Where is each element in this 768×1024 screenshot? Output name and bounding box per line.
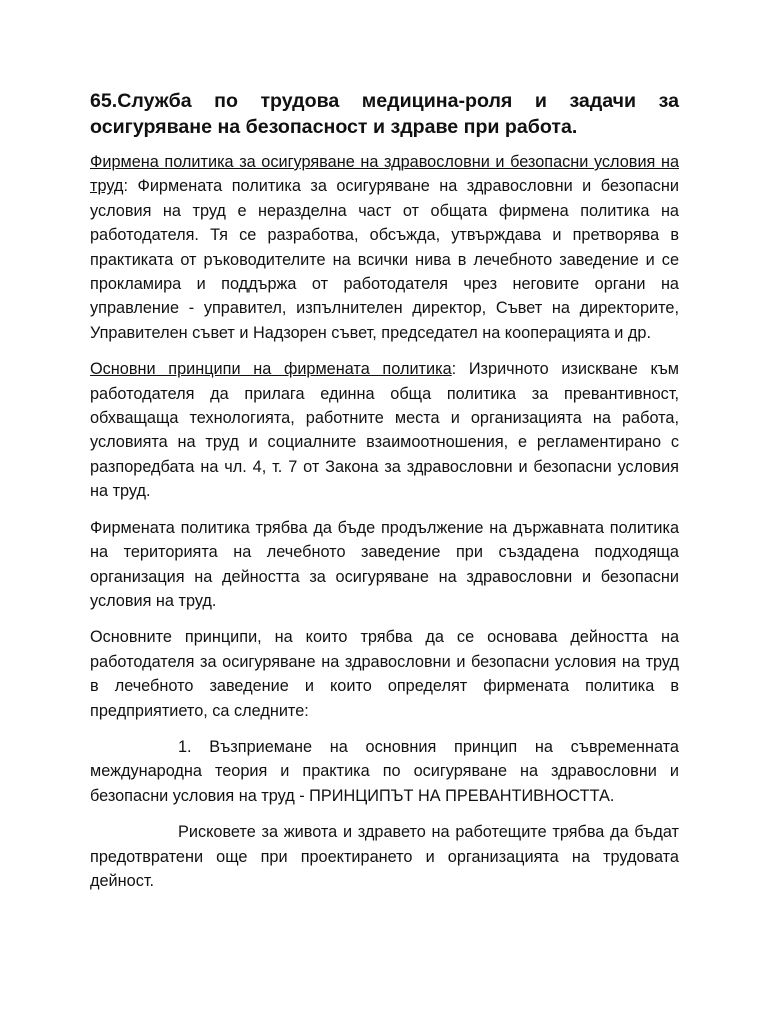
- company-policy-text: Фирмената политика за осигуряване на здравословни и безопасни условия на труд е неразделна част от общата фирмена политика на работодателя. Тя се разработва, обсъжда, утвърждава и претворява в практиката от ръководителите на всички нива в лечебното заведение и се прокламира и поддържа от работодателя чрез неговите органи на управление - управител, изпълнителен директор, Съвет на директорите, Управителен съвет и Надзорен съвет, председател на кооперацията и др.: [90, 177, 679, 342]
- document-title: 65.Служба по трудова медицина-роля и задачи за осигуряване на безопасност и здраве при работа.: [90, 90, 679, 138]
- basic-principles-heading: Основни принципи на фирмената политика: [90, 360, 452, 379]
- document-page: [90, 88, 679, 905]
- paragraph-basic-principles: [90, 357, 679, 503]
- basic-principles-separator: :: [451, 360, 469, 379]
- company-policy-heading: Фирмена политика за осигуряване на здравословни и безопасни условия на труд: [90, 153, 679, 196]
- paragraph-risks: Рисковете за живота и здравето на работещите трябва да бъдат предотвратени още при проектирането и организацията на трудовата дейност.: [90, 823, 679, 890]
- paragraph-principle-1: 1. Възприемане на основния принцип на съвременната международна теория и практика по осигуряване на здравословни и безопасни условия на труд - ПРИНЦИПЪТ НА ПРЕВАНТИВНОСТТА.: [90, 737, 679, 805]
- basic-principles-text: Изричното изискване към работодателя да прилага единна обща политика за превантивност, обхващаща технологията, работните места и организацията на работа, условията на труд и социалните взаимоотношения, е регламентирано с разпоредбата на чл. 4, т. 7 от Закона за здравословни и безопасни условия на труд.: [90, 360, 679, 501]
- paragraph-principles-intro: Основните принципи, на които трябва да се основава дейността на работодателя за осигуряване на здравословни и безопасни условия на труд в лечебното заведение и които определят фирмената политика в предприятието, са следните:: [90, 628, 679, 720]
- company-policy-separator: :: [123, 177, 138, 196]
- paragraph-company-policy: [90, 150, 679, 345]
- paragraph-state-policy: Фирмената политика трябва да бъде продължение на държавната политика на територията на лечебното заведение при създадена подходяща организация на дейността за осигуряване на здравословни и безопасни условия на труд.: [90, 518, 679, 610]
